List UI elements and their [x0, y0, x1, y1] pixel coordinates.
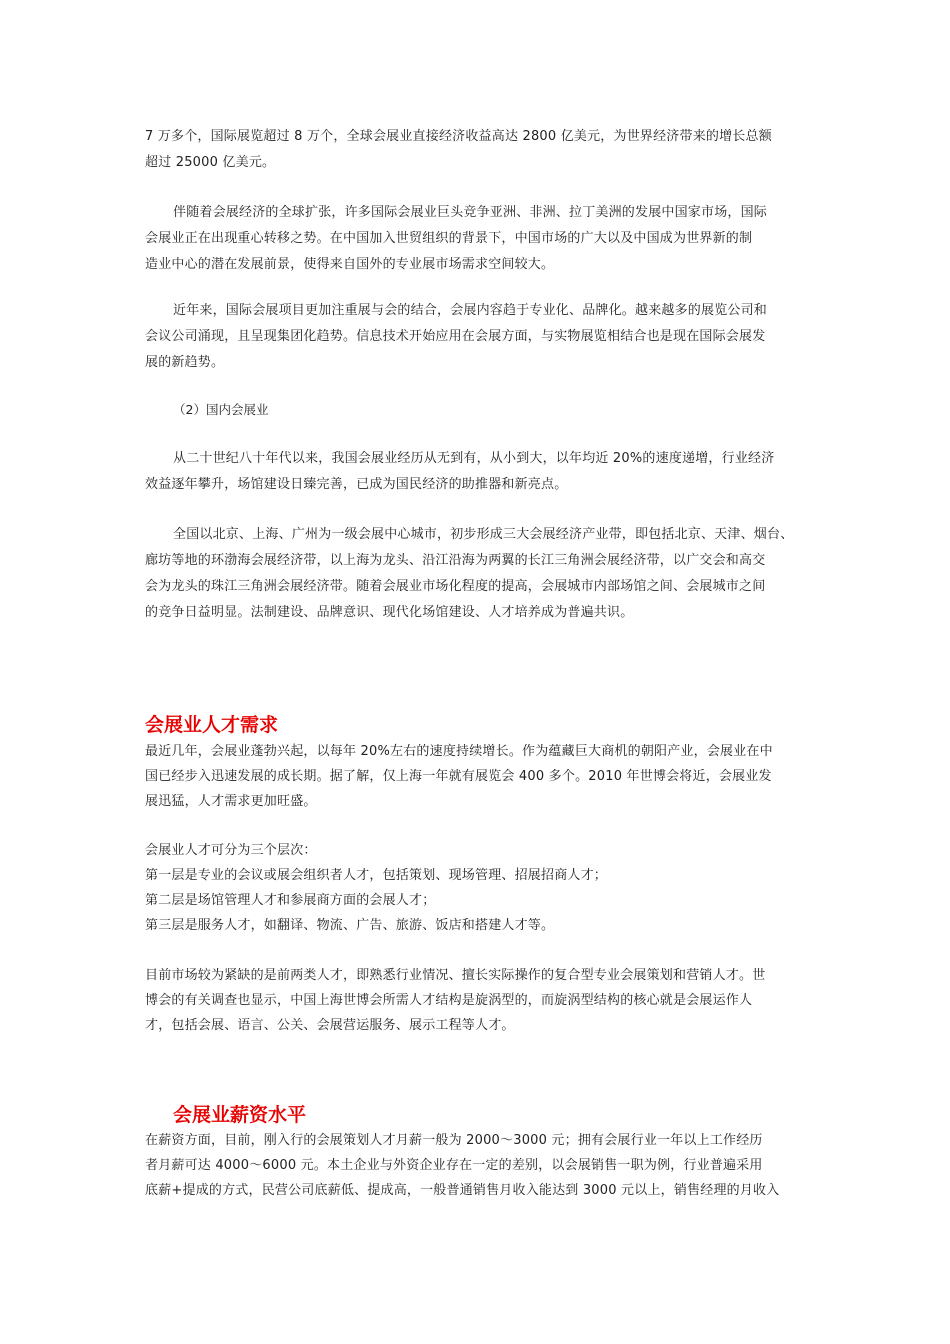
text-line: 才，包括会展、语言、公关、会展营运服务、展示工程等人才。 [145, 1018, 515, 1033]
text-line: 展的新趋势。 [145, 355, 225, 370]
text-line: 目前市场较为紧缺的是前两类人才，即熟悉行业情况、擅长实际操作的复合型专业会展策划和营销人才。世 [145, 968, 766, 983]
text-line: 者月薪可达 4000～6000 元。本土企业与外资企业存在一定的差别，以会展销售一职为例，行业普遍采用 [145, 1158, 763, 1173]
text-line: 第二层是场馆管理人才和参展商方面的会展人才； [145, 893, 436, 908]
text-line: 伴随着会展经济的全球扩张，许多国际会展业巨头竞争亚洲、非洲、拉丁美洲的发展中国家市场，国际 [173, 205, 768, 220]
section-heading-salary: 会展业薪资水平 [173, 1104, 307, 1126]
text-line: 超过 25000 亿美元。 [145, 155, 276, 170]
subheading-domestic [145, 397, 810, 423]
text-line: 效益逐年攀升，场馆建设日臻完善，已成为国民经济的助推器和新亮点。 [145, 477, 568, 492]
text-line: 近年来，国际会展项目更加注重展与会的结合，会展内容趋于专业化、品牌化。越来越多的展览公司和 [173, 303, 768, 318]
text-line: 博会的有关调查也显示，中国上海世博会所需人才结构是旋涡型的，而旋涡型结构的核心就是会展运作人 [145, 993, 753, 1008]
text-line: 第三层是服务人才，如翻译、物流、广告、旅游、饭店和搭建人才等。 [145, 918, 555, 933]
text-line: 展迅猛，人才需求更加旺盛。 [145, 794, 317, 809]
text-line: 第一层是专业的会议或展会组织者人才，包括策划、现场管理、招展招商人才； [145, 868, 608, 883]
paragraph-talent-growth [145, 739, 810, 814]
text-line: 底薪+提成的方式，民营公司底薪低、提成高，一般普通销售月收入能达到 3000 元以上，销售经理的月收入 [145, 1183, 780, 1198]
text-line: 7 万多个，国际展览超过 8 万个，全球会展业直接经济收益高达 2800 亿美元，为世界经济带来的增长总额 [145, 129, 772, 144]
paragraph-talent-shortage [145, 963, 810, 1038]
text-line: 从二十世纪八十年代以来，我国会展业经历从无到有，从小到大，以年均近 20%的速度递增，行业经济 [173, 451, 775, 466]
text-line: 最近几年，会展业蓬勃兴起，以每年 20%左右的速度持续增长。作为蕴藏巨大商机的朝阳产业，会展业在中 [145, 744, 773, 759]
paragraph-economic-belts [145, 522, 810, 626]
text-line: 会议公司涌现，且呈现集团化趋势。信息技术开始应用在会展方面，与实物展览相结合也是现在国际会展发 [145, 329, 766, 344]
paragraph-talent-levels [145, 838, 810, 938]
paragraph-domestic-growth [145, 446, 810, 498]
text-line: 会展业正在出现重心转移之势。在中国加入世贸组织的背景下，中国市场的广大以及中国成为世界新的制 [145, 231, 753, 246]
text-line: 国已经步入迅速发展的成长期。据了解，仅上海一年就有展览会 400 多个。2010 年世博会将近，会展业发 [145, 769, 772, 784]
paragraph-salary [145, 1128, 810, 1203]
text-line: 的竞争日益明显。法制建设、品牌意识、现代化场馆建设、人才培养成为普遍共识。 [145, 605, 634, 620]
text-line: 廊坊等地的环渤海会展经济带，以上海为龙头、沿江沿海为两翼的长江三角洲会展经济带，以广交会和高交 [145, 553, 766, 568]
paragraph-global-expansion [145, 200, 810, 278]
paragraph-trends [145, 298, 810, 376]
text-line: 在薪资方面，目前，刚入行的会展策划人才月薪一般为 2000～3000 元；拥有会展行业一年以上工作经历 [145, 1133, 763, 1148]
text-line: 会为龙头的珠江三角洲会展经济带。随着会展业市场化程度的提高，会展城市内部场馆之间、会展城市之间 [145, 579, 766, 594]
text-line: 造业中心的潜在发展前景，使得来自国外的专业展市场需求空间较大。 [145, 257, 555, 272]
text-line: 全国以北京、上海、广州为一级会展中心城市，初步形成三大会展经济产业带，即包括北京、天津、烟台、 [173, 527, 794, 542]
section-heading-talent-demand: 会展业人才需求 [145, 714, 279, 736]
subheading-text: （2）国内会展业 [173, 402, 269, 417]
paragraph-global-stats [145, 124, 810, 176]
text-line: 会展业人才可分为三个层次： [145, 843, 317, 858]
